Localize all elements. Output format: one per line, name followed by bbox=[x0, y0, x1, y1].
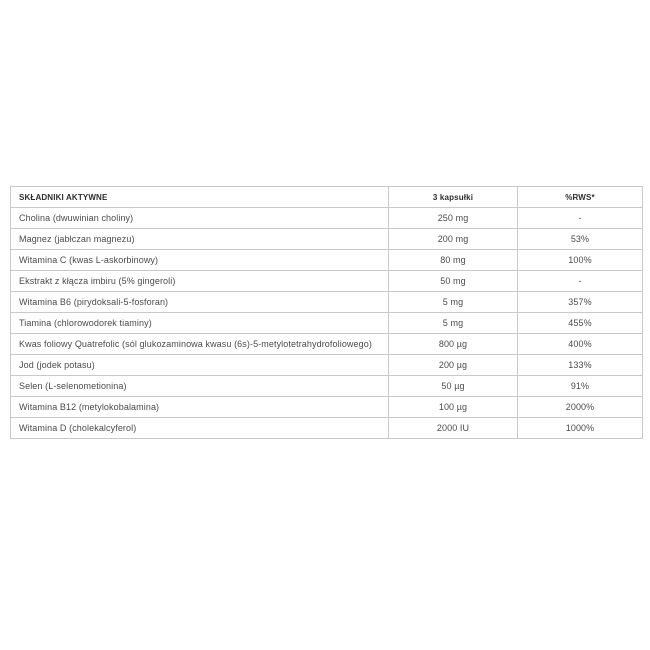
ingredient-name-cell: Witamina B6 (pirydoksali-5-fosforan) bbox=[11, 292, 389, 313]
ingredient-name-cell: Selen (L-selenometionina) bbox=[11, 376, 389, 397]
serving-amount-cell: 100 µg bbox=[389, 397, 518, 418]
ingredient-name-cell: Kwas foliowy Quatrefolic (sól glukozaminowa kwasu (6s)-5-metylotetrahydrofoliowego) bbox=[11, 334, 389, 355]
rws-value-cell: - bbox=[518, 208, 643, 229]
rws-value-cell: 2000% bbox=[518, 397, 643, 418]
ingredient-name-cell: Witamina D (cholekalcyferol) bbox=[11, 418, 389, 439]
table-row bbox=[11, 313, 643, 334]
table-row bbox=[11, 250, 643, 271]
column-header-rws: %RWS* bbox=[518, 187, 643, 208]
rws-value-cell: 357% bbox=[518, 292, 643, 313]
ingredient-name-cell: Jod (jodek potasu) bbox=[11, 355, 389, 376]
table-row bbox=[11, 229, 643, 250]
serving-amount-cell: 5 mg bbox=[389, 292, 518, 313]
serving-amount-cell: 50 µg bbox=[389, 376, 518, 397]
rws-value-cell: 455% bbox=[518, 313, 643, 334]
serving-amount-cell: 80 mg bbox=[389, 250, 518, 271]
rws-value-cell: - bbox=[518, 271, 643, 292]
table-row bbox=[11, 334, 643, 355]
ingredient-name-cell: Ekstrakt z kłącza imbiru (5% gingeroli) bbox=[11, 271, 389, 292]
column-header-ingredients: SKŁADNIKI AKTYWNE bbox=[11, 187, 389, 208]
active-ingredients-table bbox=[10, 186, 643, 439]
table-row bbox=[11, 292, 643, 313]
table-row bbox=[11, 418, 643, 439]
serving-amount-cell: 2000 IU bbox=[389, 418, 518, 439]
table-row bbox=[11, 271, 643, 292]
ingredient-name-cell: Witamina B12 (metylokobalamina) bbox=[11, 397, 389, 418]
table-body bbox=[11, 208, 643, 439]
table-header-row bbox=[11, 187, 643, 208]
ingredient-name-cell: Magnez (jabłczan magnezu) bbox=[11, 229, 389, 250]
serving-amount-cell: 800 µg bbox=[389, 334, 518, 355]
ingredient-name-cell: Tiamina (chlorowodorek tiaminy) bbox=[11, 313, 389, 334]
rws-value-cell: 53% bbox=[518, 229, 643, 250]
ingredient-name-cell: Witamina C (kwas L-askorbinowy) bbox=[11, 250, 389, 271]
ingredient-name-cell: Cholina (dwuwinian choliny) bbox=[11, 208, 389, 229]
rws-value-cell: 100% bbox=[518, 250, 643, 271]
rws-value-cell: 91% bbox=[518, 376, 643, 397]
serving-amount-cell: 5 mg bbox=[389, 313, 518, 334]
table-row bbox=[11, 376, 643, 397]
rws-value-cell: 133% bbox=[518, 355, 643, 376]
column-header-serving: 3 kapsułki bbox=[389, 187, 518, 208]
table-row bbox=[11, 355, 643, 376]
serving-amount-cell: 200 µg bbox=[389, 355, 518, 376]
serving-amount-cell: 50 mg bbox=[389, 271, 518, 292]
rws-value-cell: 1000% bbox=[518, 418, 643, 439]
serving-amount-cell: 250 mg bbox=[389, 208, 518, 229]
serving-amount-cell: 200 mg bbox=[389, 229, 518, 250]
table-row bbox=[11, 397, 643, 418]
table-row bbox=[11, 208, 643, 229]
rws-value-cell: 400% bbox=[518, 334, 643, 355]
